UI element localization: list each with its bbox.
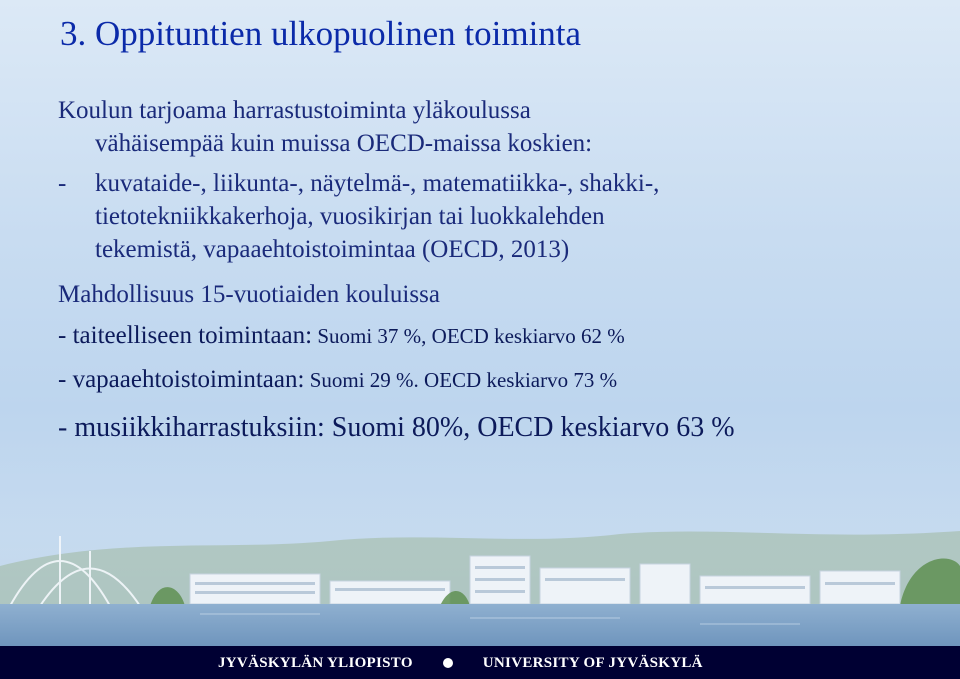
stat-volunteering — [58, 358, 938, 402]
stat-arts — [58, 314, 938, 358]
slide-body — [58, 94, 938, 450]
footer-university-en: UNIVERSITY OF JYVÄSKYLÄ — [482, 655, 703, 671]
city-panorama-image — [0, 496, 960, 646]
stat-arts-label: - taiteelliseen toimintaan: — [58, 322, 313, 349]
bullet-dot-icon — [443, 658, 453, 668]
stat-music — [58, 406, 938, 450]
activity-line-3: tekemistä, vapaaehtoistoimintaa (OECD, 2013) — [95, 236, 570, 263]
footer-bar — [0, 646, 960, 679]
activity-line-2: tietotekniikkakerhoja, vuosikirjan tai luokkalehden — [95, 203, 605, 230]
footer-university-name — [218, 649, 703, 677]
stat-arts-value: Suomi 37 %, OECD keskiarvo 62 % — [312, 324, 625, 348]
activity-list-text — [95, 167, 659, 266]
stat-volunteering-label: - vapaaehtoistoimintaan: — [58, 366, 305, 393]
slide-title: 3. Oppituntien ulkopuolinen toiminta — [60, 14, 582, 53]
dash-marker: - — [58, 170, 67, 197]
intro-line-1: Koulun tarjoama harrastustoiminta yläkoulussa — [58, 97, 531, 124]
activity-line-1: kuvataide-, liikunta-, näytelmä-, matematiikka-, shakki-, — [95, 170, 660, 197]
footer-university-fi: JYVÄSKYLÄN YLIOPISTO — [218, 655, 413, 671]
stat-volunteering-value: Suomi 29 %. OECD keskiarvo 73 % — [304, 368, 618, 392]
stat-music-value: Suomi 80%, OECD keskiarvo 63 % — [324, 412, 735, 443]
subheading: Mahdollisuus 15-vuotiaiden kouluissa — [58, 281, 440, 308]
stat-music-label: - musiikkiharrastuksiin: — [58, 412, 325, 443]
activity-list — [58, 167, 938, 266]
intro-line-2: vähäisempää kuin muissa OECD-maissa koskien: — [95, 130, 593, 157]
